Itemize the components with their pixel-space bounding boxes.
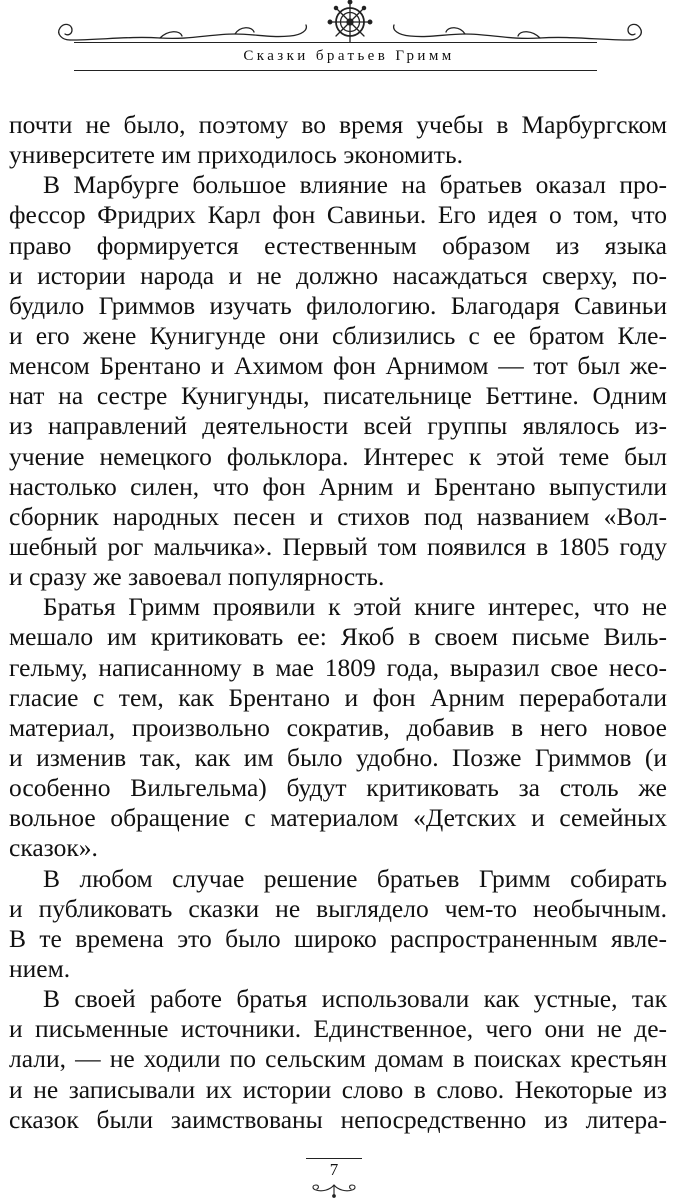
text-line: и его жене Кунигунде они сблизились с ее братом Кле- <box>9 320 667 350</box>
text-line: учение немецкого фольклора. Интерес к этой теме был <box>9 441 667 471</box>
header-rule-bottom <box>74 70 597 71</box>
paragraph <box>9 170 667 592</box>
page-number: 7 <box>329 1160 339 1179</box>
text-line: и истории народа и не должно насаждаться сверху, по- <box>9 260 667 290</box>
running-title: Сказки братьев Гримм <box>243 48 455 64</box>
text-line: менсом Брентано и Ахимом фон Арнимом — тот был же- <box>9 351 667 381</box>
text-line: особенно Вильгельма) будут критиковать за столь же <box>9 773 667 803</box>
text-line: В Марбурге большое влияние на братьев оказал про- <box>43 170 667 200</box>
text-line: В своей работе братья использовали как устные, так <box>43 984 667 1014</box>
text-line: мешало им критиковать ее: Якоб в своем письме Виль- <box>9 622 667 652</box>
text-line: сказок были заимствованы непосредственно из литера- <box>9 1104 667 1134</box>
text-line: фессор Фридрих Карл фон Савиньи. Его идея о том, что <box>9 200 667 230</box>
text-line: право формируется естественным образом из языка <box>9 230 667 260</box>
text-line: и письменные источники. Единственное, чего они не де- <box>9 1014 667 1044</box>
text-line: шебный рог мальчика». Первый том появился в 1805 году <box>9 531 667 561</box>
text-line: и изменив так, как им было удобно. Позже Гриммов (и <box>9 742 667 772</box>
paragraph <box>9 864 667 985</box>
text-line: Братья Гримм проявили к этой книге интерес, что не <box>43 592 667 622</box>
text-line: и публиковать сказки не выглядело чем-то необычным. <box>9 893 667 923</box>
text-line: сборник народных песен и стихов под названием «Вол- <box>9 501 667 531</box>
text-line: материал, произвольно сократив, добавив в него новое <box>9 712 667 742</box>
text-line: почти не было, поэтому во время учебы в Марбургском <box>9 110 667 139</box>
text-line: нат на сестре Кунигунды, писательнице Беттине. Одним <box>9 381 667 411</box>
text-line: нием. <box>9 953 71 983</box>
text-line: гласие с тем, как Брентано и фон Арним переработали <box>9 682 667 712</box>
text-line: сказок». <box>9 833 98 863</box>
text-line: В те времена это было широко распространенным явле- <box>9 923 667 953</box>
paragraph <box>9 592 667 863</box>
text-line: университете им приходилось экономить. <box>9 140 463 170</box>
text-line: и сразу же завоевал популярность. <box>9 562 385 592</box>
flourish-ornament-icon <box>310 1182 358 1198</box>
body-text <box>9 110 667 1135</box>
text-line: гельму, написанному в мае 1809 года, выразил свое несо- <box>9 652 667 682</box>
text-line: вольное обращение с материалом «Детских и семейных <box>9 803 667 833</box>
text-line: настолько силен, что фон Арним и Брентано выпустили <box>9 471 667 501</box>
text-line: и не записывали их истории слово в слово. Некоторые из <box>9 1074 667 1104</box>
header-rule-top <box>74 42 597 43</box>
paragraph <box>9 110 667 170</box>
text-line: будило Гриммов изучать филологию. Благодаря Савиньи <box>9 290 667 320</box>
text-line: В любом случае решение братьев Гримм собирать <box>43 863 667 893</box>
text-line: лали, — не ходили по сельским домам в поисках крестьян <box>9 1044 667 1074</box>
paragraph <box>9 984 667 1135</box>
text-line: из направлений деятельности всей группы являлось из- <box>9 411 667 441</box>
